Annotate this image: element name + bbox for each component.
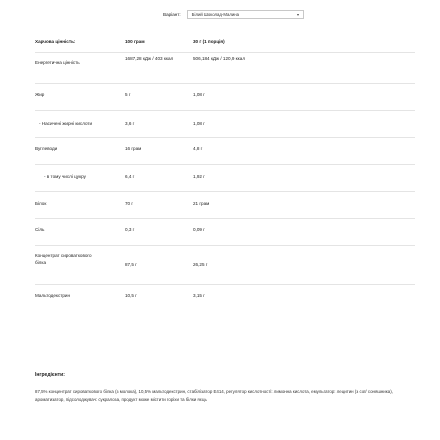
variant-selector-row [163,9,304,19]
row-name: - Насичені жирні кислоти [39,121,93,126]
row-value-100g: 16 грам [125,146,142,151]
table-row [35,219,415,246]
ingredients-title: Інгредієнти: [35,372,65,378]
row-name: Концентрат сироваткового білка [35,253,92,265]
table-row [35,138,415,165]
variant-selected-value: Білий Шоколад-Малина [191,11,240,17]
table-row [35,246,415,285]
row-value-serving: 3,15 г [193,293,205,298]
row-name: Енергетична цінність [35,60,80,65]
row-name: Вуглеводи [35,146,58,151]
row-value-100g: 5 г [125,92,131,97]
row-value-100g: 70 г [125,201,134,206]
row-name: Жир [35,92,45,97]
ingredients-text: 87,5% концентрат сироваткового білка (з молока), 10,5% мальтодекстрин, стабілізатор E414, регулятор кислотності: лимонна кислота, емульгатор: лецитин (з сої/ соняшника), ароматизатор, підсолоджувач: сукралоза, продукт може містити горіхи та білки яєць [35,389,393,402]
variant-label: Варіант: [163,11,181,17]
row-value-100g: 3,6 г [125,121,135,126]
row-value-100g: 0,3 г [125,227,135,232]
row-name: Мальтодекстрин [35,293,71,298]
row-value-serving: 1,08 г [193,92,205,97]
table-row [35,111,415,138]
row-value-100g: 87,5 г [125,262,137,267]
nutrition-table [35,34,415,311]
header-per-serving: 30 г (1 порція) [193,39,225,44]
table-row [35,192,415,219]
variant-dropdown[interactable] [187,10,304,19]
row-value-serving: 26,25 г [193,262,208,267]
row-value-serving: 1,92 г [193,174,205,179]
table-row [35,53,415,84]
chevron-down-icon: ▾ [296,11,299,17]
row-name: Білок [35,201,47,206]
nutrition-header-row [35,34,415,53]
row-value-serving: 1,08 г [193,121,205,126]
row-value-serving: 0,09 г [193,227,205,232]
row-value-100g: 1687,28 кДж / 403 ккал [125,56,174,61]
table-row [35,165,415,192]
row-value-serving: 506,184 кДж / 120,9 ккал [193,56,246,61]
table-row [35,84,415,111]
row-value-serving: 21 грам [193,201,210,206]
row-value-serving: 4,8 г [193,146,203,151]
header-per-100g: 100 грам [125,39,145,44]
row-name: - в тому числі цукру [44,174,86,179]
row-value-100g: 6,4 г [125,174,135,179]
row-name: Сіль [35,227,45,232]
row-value-100g: 10,5 г [125,293,137,298]
header-nutrition-value: Харчова цінність: [35,39,76,44]
table-row [35,285,415,311]
